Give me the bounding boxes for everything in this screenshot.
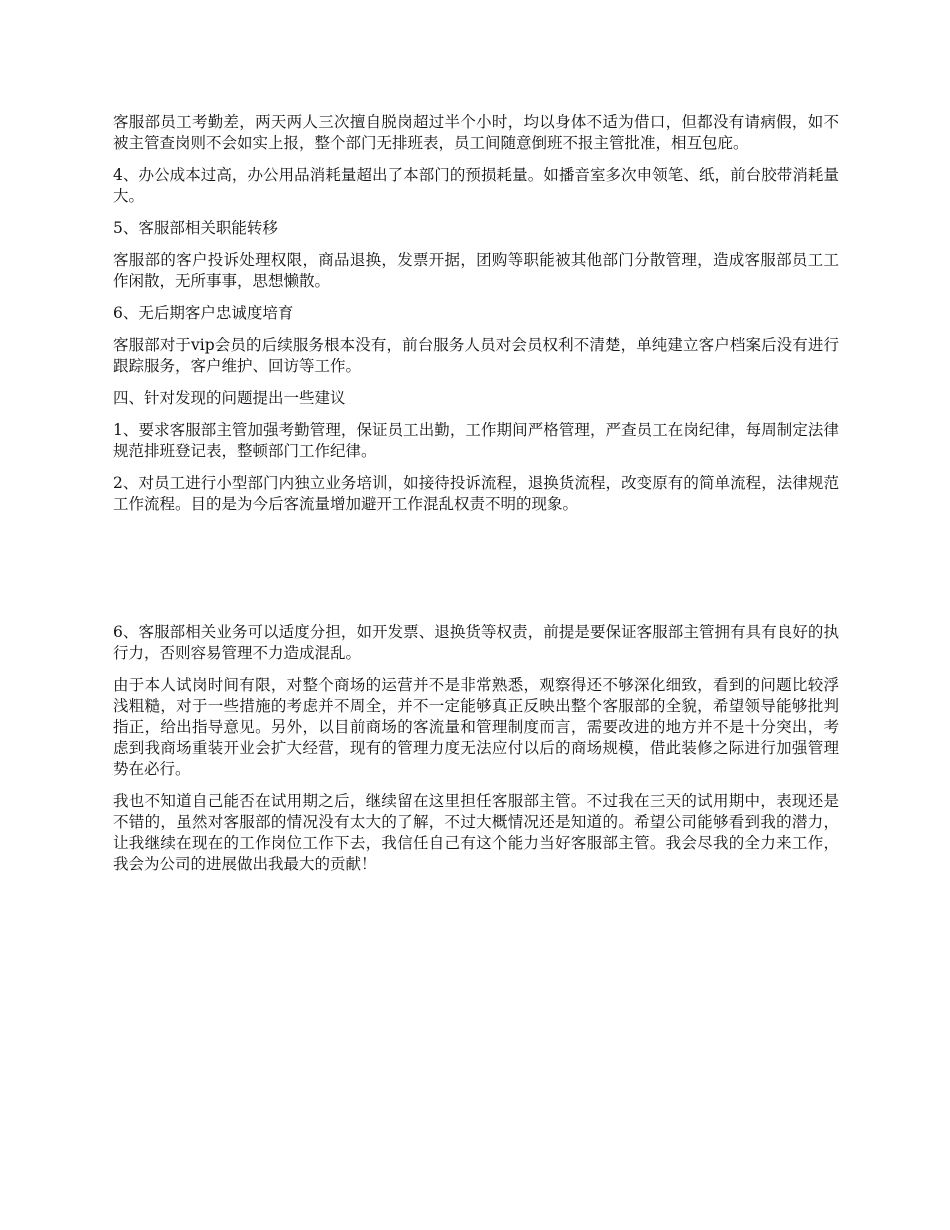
heading-customer-loyalty: 6、无后期客户忠诚度培育: [113, 304, 294, 322]
paragraph-closing: 我也不知道自己能否在试用期之后，继续留在这里担任客服部主管。不过我在三天的试用期中，表现还是不错的，虽然对客服部的情况没有太大的了解，不过大概情况还是知道的。希望公司能够看到我的潜力，让我继续在现在的工作岗位工作下去，我信任自己有这个能力当好客服部主管。我会尽我的全力来工作，我会为公司的进展做出我最大的贡献！: [113, 792, 839, 873]
paragraph-self-assessment: 由于本人试岗时间有限，对整个商场的运营并不是非常熟悉，观察得还不够深化细致，看到的问题比较浮浅粗糙，对于一些措施的考虑并不周全，并不一定能够真正反映出整个客服部的全貌，希望领导能够批判指正，给出指导意见。另外，以目前商场的客流量和管理制度而言，需要改进的地方并不是十分突出，考虑到我商场重装开业会扩大经营，现有的管理力度无法应付以后的商场规模，借此装修之际进行加强管理势在必行。: [113, 676, 839, 778]
heading-function-transfer: 5、客服部相关职能转移: [113, 219, 278, 237]
paragraph-suggestion-2: 2、对员工进行小型部门内独立业务培训，如接待投诉流程，退换货流程，改变原有的简单流程，法律规范工作流程。目的是为今后客流量增加避开工作混乱权责不明的现象。: [113, 474, 839, 513]
paragraph-suggestion-6: 6、客服部相关业务可以适度分担，如开发票、退换货等权责，前提是要保证客服部主管拥有具有良好的执行力，否则容易管理不力造成混乱。: [113, 623, 839, 662]
paragraph-suggestion-1: 1、要求客服部主管加强考勤管理，保证员工出勤，工作期间严格管理，严查员工在岗纪律，每周制定法律规范排班登记表，整顿部门工作纪律。: [113, 421, 839, 460]
paragraph-function-transfer: 客服部的客户投诉处理权限，商品退换，发票开据，团购等职能被其他部门分散管理，造成客服部员工工作闲散，无所事事，思想懒散。: [113, 251, 839, 290]
blank-gap: [113, 526, 839, 622]
paragraph-attendance-problem: 客服部员工考勤差，两天两人三次擅自脱岗超过半个小时，均以身体不适为借口，但都没有请病假，如不被主管查岗则不会如实上报，整个部门无排班表，员工间随意倒班不报主管批准，相互包庇。: [113, 113, 839, 152]
heading-suggestions: 四、针对发现的问题提出一些建议: [113, 389, 346, 407]
paragraph-office-cost: 4、办公成本过高，办公用品消耗量超出了本部门的预损耗量。如播音室多次申领笔、纸，前台胶带消耗量大。: [113, 166, 839, 205]
paragraph-customer-loyalty: 客服部对于vip会员的后续服务根本没有，前台服务人员对会员权利不清楚，单纯建立客户档案后没有进行跟踪服务，客户维护、回访等工作。: [113, 336, 839, 375]
document-body: [113, 112, 839, 886]
